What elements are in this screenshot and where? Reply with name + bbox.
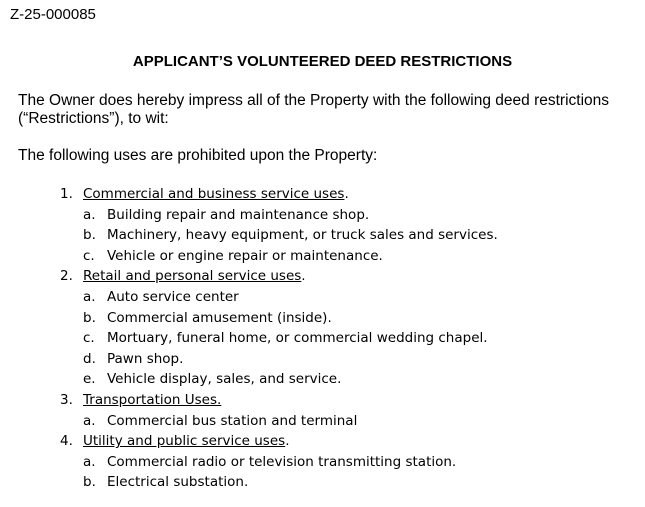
sub-item — [0, 472, 645, 493]
sub-item-letter: a. — [83, 288, 96, 305]
sub-item-text: Commercial radio or television transmitting station. — [107, 453, 457, 470]
sub-item — [0, 349, 645, 370]
category-item — [0, 390, 645, 411]
sub-item — [0, 369, 645, 390]
category-label — [83, 266, 306, 287]
category-label-text: Transportation Uses. — [83, 391, 222, 408]
category-item — [0, 184, 645, 205]
category-item — [0, 431, 645, 452]
category-label — [83, 184, 349, 205]
prohibited-uses-list — [0, 184, 645, 493]
category-label-text: Commercial and business service uses — [83, 186, 345, 202]
sub-item-letter: a. — [83, 206, 96, 223]
sub-item-text: Mortuary, funeral home, or commercial wedding chapel. — [107, 330, 488, 347]
sub-item-letter: a. — [83, 412, 96, 429]
category-number: 4. — [60, 433, 73, 450]
sub-item-text: Auto service center — [107, 288, 239, 305]
sub-item-text: Pawn shop. — [107, 350, 184, 367]
category-number: 1. — [60, 186, 73, 202]
category-label-punct: . — [301, 268, 306, 285]
sub-item — [0, 411, 645, 432]
sub-item — [0, 308, 645, 329]
case-number: Z-25-000085 — [10, 6, 96, 23]
category-label-punct: . — [285, 433, 290, 450]
document-title: APPLICANT’S VOLUNTEERED DEED RESTRICTIONS — [132, 53, 513, 70]
category-label-punct: . — [344, 186, 349, 202]
sub-item-letter: c. — [83, 330, 95, 347]
sub-item — [0, 225, 645, 246]
sub-item-letter: b. — [83, 474, 96, 491]
sub-item-letter: a. — [83, 453, 96, 470]
category-number: 2. — [60, 268, 73, 285]
sub-item — [0, 246, 645, 267]
sub-item — [0, 328, 645, 349]
category-label-text: Retail and personal service uses — [83, 268, 302, 285]
sub-item — [0, 452, 645, 473]
category-number: 3. — [60, 391, 73, 408]
sub-item-text: Commercial bus station and terminal — [107, 412, 358, 429]
category-label — [83, 390, 221, 411]
sub-item — [0, 205, 645, 226]
sub-item-text: Building repair and maintenance shop. — [107, 206, 370, 223]
sub-item-letter: b. — [83, 309, 96, 326]
sub-item-text: Vehicle display, sales, and service. — [107, 371, 342, 388]
sub-item-text: Electrical substation. — [107, 474, 249, 491]
sub-item-letter: d. — [83, 350, 96, 367]
sub-item-text: Commercial amusement (inside). — [107, 309, 332, 326]
category-item — [0, 266, 645, 287]
sub-item-text: Vehicle or engine repair or maintenance. — [107, 247, 383, 264]
prohibited-uses-intro: The following uses are prohibited upon the Property: — [18, 147, 378, 164]
sub-item-text: Machinery, heavy equipment, or truck sales and services. — [107, 227, 498, 244]
intro-paragraph: The Owner does hereby impress all of the Property with the following deed restrictions (“Restrictions”), to wit: — [18, 92, 610, 127]
sub-item-letter: b. — [83, 227, 96, 244]
sub-item-letter: c. — [83, 247, 95, 264]
category-label — [83, 431, 289, 452]
sub-item — [0, 287, 645, 308]
sub-item-letter: e. — [83, 371, 96, 388]
category-label-text: Utility and public service uses — [83, 433, 286, 450]
